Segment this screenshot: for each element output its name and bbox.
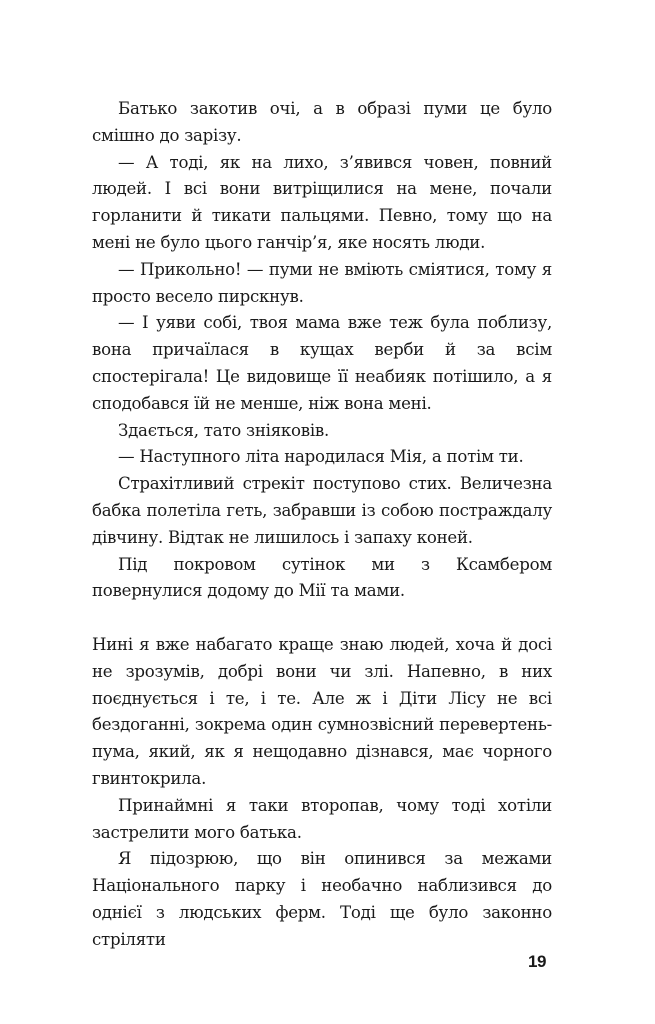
page-body bbox=[92, 96, 552, 954]
paragraph: — Наступного літа народилася Мія, а потім ти. bbox=[118, 447, 524, 467]
paragraph: — Прикольно! — пуми не вміють сміятися, тому я просто весело пирскнув. bbox=[92, 259, 552, 306]
paragraph: — І уяви собі, твоя мама вже теж була поблизу, вона причаїлася в кущах верби й за всім спостерігала! Це видовище її неабияк потішило, а я сподобався їй не менше, ніж вона мені. bbox=[92, 313, 552, 413]
paragraph: Батько закотив очі, а в образі пуми це було смішно до зарізу. bbox=[92, 99, 552, 145]
page-number: 19 bbox=[528, 952, 546, 971]
paragraph: — А тоді, як на лихо, з’явився човен, повний людей. І всі вони витріщилися на мене, почали горланити й тикати пальцями. Певно, тому що на мені не було цього ганчір’я, яке носять люди. bbox=[92, 152, 552, 252]
paragraph: Принаймні я таки второпав, чому тоді хотіли застрелити мого батька. bbox=[92, 795, 552, 842]
paragraph: Я підозрюю, що він опинився за межами Національного парку і необачно наблизився до однієї з людських ферм. Тоді ще було законно стріляти bbox=[92, 849, 552, 949]
paragraph: Нині я вже набагато краще знаю людей, хоча й досі не зрозумів, добрі вони чи злі. Напевно, в них поєднується і те, і те. Але ж і Діти Лісу не всі бездоганні, зокрема один сумнозвісний перевертень-пума, який, як я нещодавно дізнався, має чорного гвинтокрила. bbox=[92, 634, 552, 788]
paragraph: Здається, тато зніяковів. bbox=[118, 420, 330, 440]
paragraph: Страхітливий стрекіт поступово стих. Величезна бабка полетіла геть, забравши із собою постраждалу дівчину. Відтак не лишилось і запаху коней. bbox=[92, 474, 552, 547]
section-break bbox=[92, 605, 552, 632]
paragraph: Під покровом сутінок ми з Ксамбером повернулися додому до Мії та мами. bbox=[92, 554, 552, 601]
